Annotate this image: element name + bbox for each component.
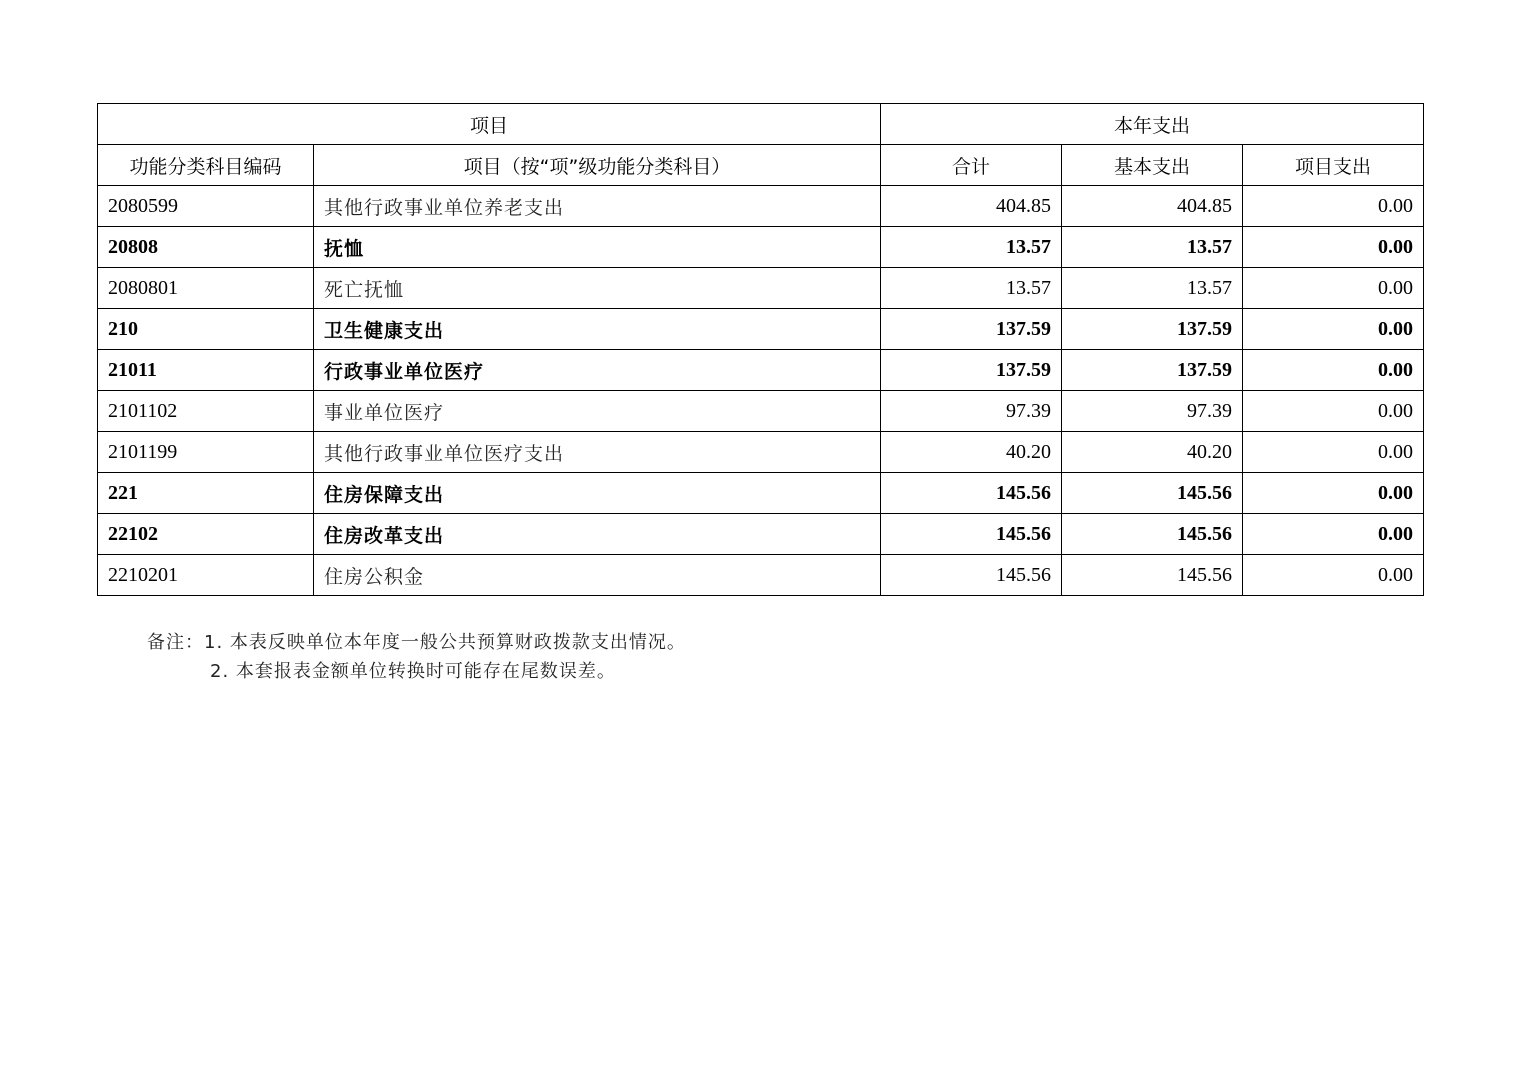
project-expense-cell: 0.00 [1243, 432, 1424, 473]
budget-table [97, 103, 1424, 596]
item-name-cell: 其他行政事业单位医疗支出 [314, 432, 881, 473]
header-row-top [98, 104, 1424, 145]
table-row [98, 186, 1424, 227]
basic-expense-cell: 13.57 [1062, 227, 1243, 268]
project-expense-cell: 0.00 [1243, 309, 1424, 350]
code-cell: 22102 [98, 514, 314, 555]
total-cell: 13.57 [881, 227, 1062, 268]
table-row [98, 391, 1424, 432]
total-cell: 145.56 [881, 555, 1062, 596]
notes [147, 628, 686, 686]
code-cell: 210 [98, 309, 314, 350]
item-name-cell: 卫生健康支出 [314, 309, 881, 350]
code-cell: 2101102 [98, 391, 314, 432]
col-code-header: 功能分类科目编码 [98, 145, 314, 186]
basic-expense-cell: 145.56 [1062, 473, 1243, 514]
total-cell: 145.56 [881, 473, 1062, 514]
table-row [98, 473, 1424, 514]
item-name-cell: 其他行政事业单位养老支出 [314, 186, 881, 227]
project-expense-cell: 0.00 [1243, 350, 1424, 391]
project-expense-cell: 0.00 [1243, 514, 1424, 555]
table-row [98, 350, 1424, 391]
total-cell: 40.20 [881, 432, 1062, 473]
note-line-1: 备注：1. 本表反映单位本年度一般公共预算财政拨款支出情况。 [147, 632, 686, 653]
project-expense-cell: 0.00 [1243, 186, 1424, 227]
basic-expense-cell: 145.56 [1062, 555, 1243, 596]
project-expense-cell: 0.00 [1243, 473, 1424, 514]
total-cell: 145.56 [881, 514, 1062, 555]
total-cell: 137.59 [881, 309, 1062, 350]
basic-expense-cell: 13.57 [1062, 268, 1243, 309]
code-cell: 221 [98, 473, 314, 514]
header-row-columns [98, 145, 1424, 186]
basic-expense-cell: 137.59 [1062, 350, 1243, 391]
table-body [98, 186, 1424, 596]
item-name-cell: 死亡抚恤 [314, 268, 881, 309]
col-item-header: 项目（按“项”级功能分类科目） [314, 145, 881, 186]
project-expense-cell: 0.00 [1243, 391, 1424, 432]
code-cell: 2101199 [98, 432, 314, 473]
item-name-cell: 住房保障支出 [314, 473, 881, 514]
project-expense-cell: 0.00 [1243, 227, 1424, 268]
total-cell: 404.85 [881, 186, 1062, 227]
table-row [98, 268, 1424, 309]
table-row [98, 432, 1424, 473]
total-cell: 97.39 [881, 391, 1062, 432]
item-name-cell: 抚恤 [314, 227, 881, 268]
item-name-cell: 行政事业单位医疗 [314, 350, 881, 391]
table-row [98, 555, 1424, 596]
total-cell: 13.57 [881, 268, 1062, 309]
basic-expense-cell: 404.85 [1062, 186, 1243, 227]
item-name-cell: 事业单位医疗 [314, 391, 881, 432]
code-cell: 2210201 [98, 555, 314, 596]
item-name-cell: 住房改革支出 [314, 514, 881, 555]
table-row [98, 227, 1424, 268]
col-project-header: 项目支出 [1243, 145, 1424, 186]
code-cell: 20808 [98, 227, 314, 268]
basic-expense-cell: 97.39 [1062, 391, 1243, 432]
header-project: 项目 [98, 104, 881, 145]
project-expense-cell: 0.00 [1243, 555, 1424, 596]
table-row [98, 309, 1424, 350]
basic-expense-cell: 145.56 [1062, 514, 1243, 555]
total-cell: 137.59 [881, 350, 1062, 391]
table-row [98, 514, 1424, 555]
code-cell: 2080801 [98, 268, 314, 309]
header-year-expense: 本年支出 [881, 104, 1424, 145]
basic-expense-cell: 40.20 [1062, 432, 1243, 473]
code-cell: 21011 [98, 350, 314, 391]
item-name-cell: 住房公积金 [314, 555, 881, 596]
note-line-2: 2. 本套报表金额单位转换时可能存在尾数误差。 [210, 661, 616, 682]
project-expense-cell: 0.00 [1243, 268, 1424, 309]
col-basic-header: 基本支出 [1062, 145, 1243, 186]
col-total-header: 合计 [881, 145, 1062, 186]
basic-expense-cell: 137.59 [1062, 309, 1243, 350]
code-cell: 2080599 [98, 186, 314, 227]
